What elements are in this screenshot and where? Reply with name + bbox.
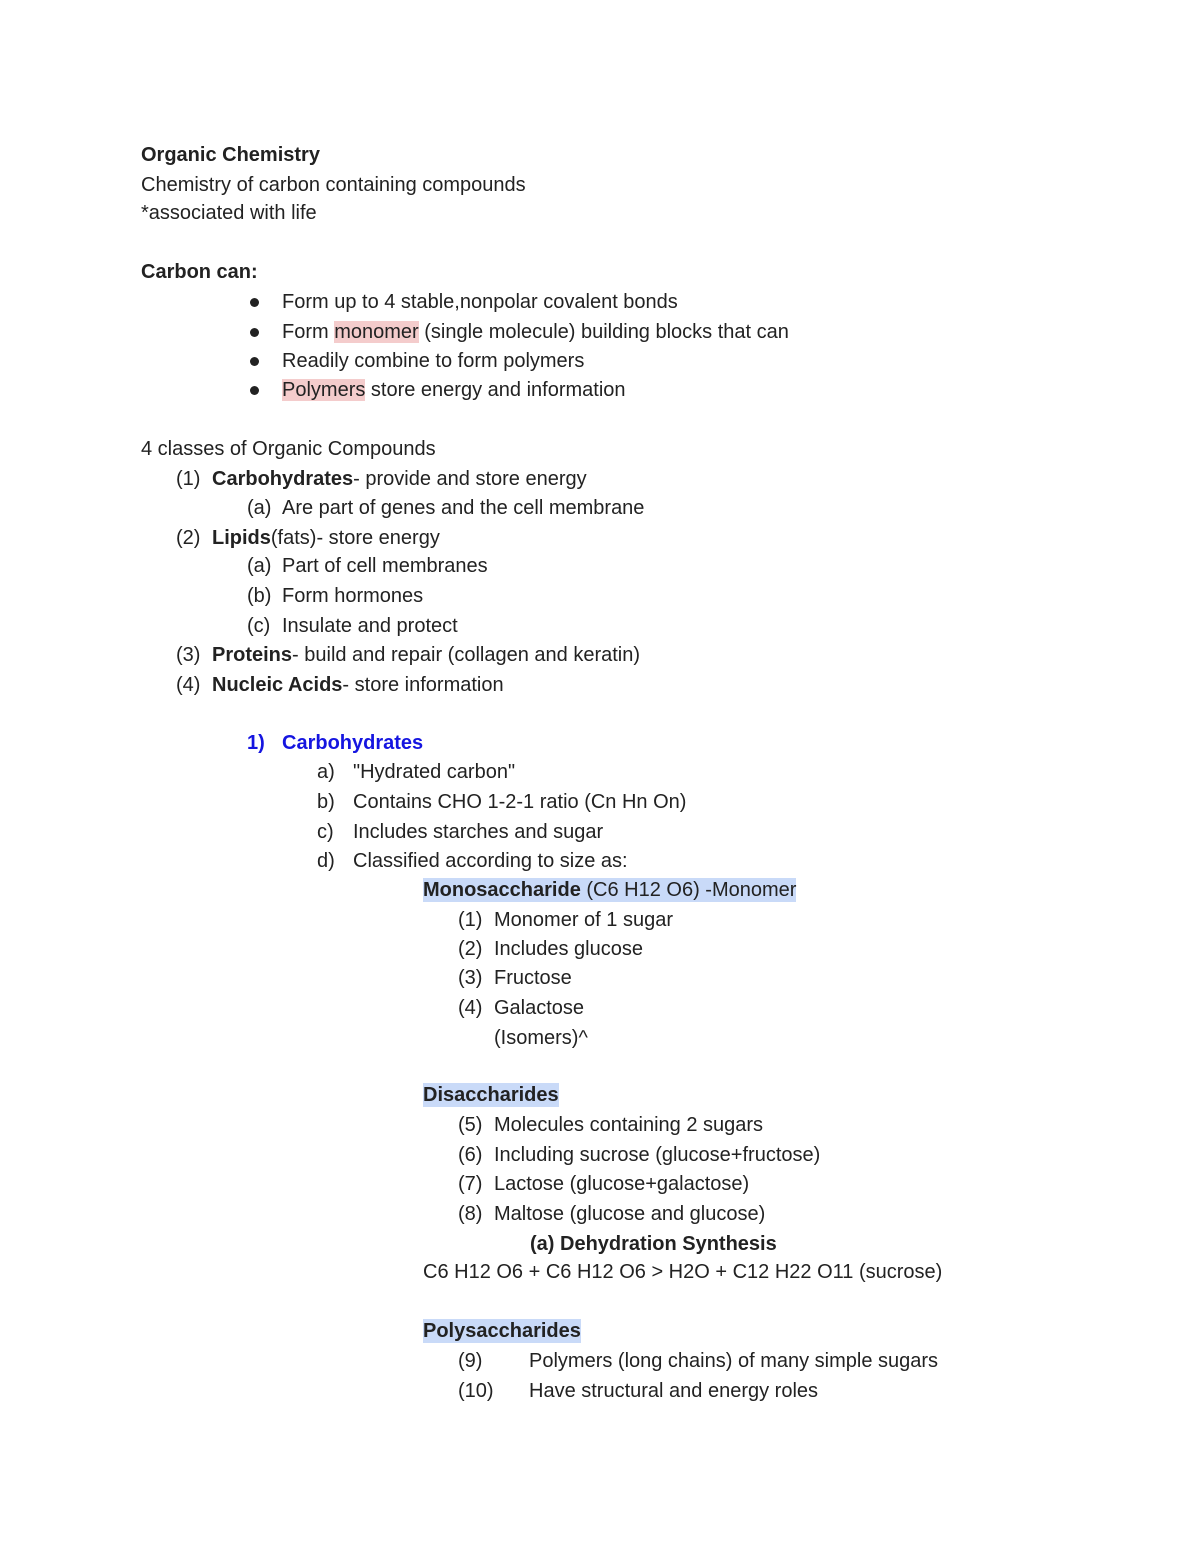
di-item-7-number: (7) bbox=[458, 1173, 483, 1195]
class-3-number: (3) bbox=[176, 644, 201, 666]
class-2a-number: (a) bbox=[247, 555, 272, 577]
mono-item-3-text: Fructose bbox=[494, 967, 572, 989]
dehydration-equation: C6 H12 O6 + C6 H12 O6 > H2O + C12 H22 O11 (sucrose) bbox=[423, 1261, 943, 1283]
carbs-a-number: a) bbox=[317, 761, 335, 783]
poly-item-9-number: (9) bbox=[458, 1350, 483, 1372]
mono-item-1-text: Monomer of 1 sugar bbox=[494, 909, 673, 931]
di-item-5-text: Molecules containing 2 sugars bbox=[494, 1114, 764, 1136]
highlight-polymers: Polymers bbox=[282, 379, 366, 401]
highlight-monomer: monomer bbox=[334, 321, 419, 343]
class-3-text: Proteins- build and repair (collagen and keratin) bbox=[212, 644, 641, 666]
class-4-text: Nucleic Acids- store information bbox=[212, 674, 504, 696]
carbs-a-text: "Hydrated carbon" bbox=[353, 761, 516, 783]
carbon-bullet-2: Form monomer (single molecule) building blocks that can bbox=[282, 321, 789, 343]
bullet-icon bbox=[250, 386, 259, 395]
class-2b-number: (b) bbox=[247, 585, 272, 607]
class-2b-text: Form hormones bbox=[282, 585, 424, 607]
subtitle: Chemistry of carbon containing compounds bbox=[141, 174, 526, 196]
classes-heading: 4 classes of Organic Compounds bbox=[141, 438, 436, 460]
class-2-text: Lipids(fats)- store energy bbox=[212, 527, 440, 549]
carbs-b-number: b) bbox=[317, 791, 335, 813]
di-item-6-text: Including sucrose (glucose+fructose) bbox=[494, 1144, 821, 1166]
di-item-5-number: (5) bbox=[458, 1114, 483, 1136]
class-2c-number: (c) bbox=[247, 615, 271, 637]
carbs-heading: Carbohydrates bbox=[282, 732, 424, 754]
di-item-8-number: (8) bbox=[458, 1203, 483, 1225]
carbs-c-number: c) bbox=[317, 821, 334, 843]
class-1-number: (1) bbox=[176, 468, 201, 490]
mono-item-1-number: (1) bbox=[458, 909, 483, 931]
isomers-note: (Isomers)^ bbox=[494, 1027, 588, 1049]
carbs-d-text: Classified according to size as: bbox=[353, 850, 628, 872]
mono-item-4-text: Galactose bbox=[494, 997, 585, 1019]
class-2c-text: Insulate and protect bbox=[282, 615, 458, 637]
mono-item-2-number: (2) bbox=[458, 938, 483, 960]
mono-item-3-number: (3) bbox=[458, 967, 483, 989]
class-1-text: Carbohydrates- provide and store energy bbox=[212, 468, 587, 490]
class-1a-number: (a) bbox=[247, 497, 272, 519]
di-item-7-text: Lactose (glucose+galactose) bbox=[494, 1173, 750, 1195]
bullet-icon bbox=[250, 328, 259, 337]
bullet-icon bbox=[250, 298, 259, 307]
bullet-icon bbox=[250, 357, 259, 366]
poly-item-10-text: Have structural and energy roles bbox=[529, 1380, 819, 1402]
carbon-bullet-1: Form up to 4 stable,nonpolar covalent bonds bbox=[282, 291, 678, 313]
mono-item-2-text: Includes glucose bbox=[494, 938, 643, 960]
page-title: Organic Chemistry bbox=[141, 144, 320, 166]
di-item-8-text: Maltose (glucose and glucose) bbox=[494, 1203, 766, 1225]
note: *associated with life bbox=[141, 202, 317, 224]
carbon-bullet-3: Readily combine to form polymers bbox=[282, 350, 585, 372]
di-item-6-number: (6) bbox=[458, 1144, 483, 1166]
class-4-number: (4) bbox=[176, 674, 201, 696]
carbs-d-number: d) bbox=[317, 850, 335, 872]
class-1a-text: Are part of genes and the cell membrane bbox=[282, 497, 645, 519]
monosaccharide-heading: Monosaccharide (C6 H12 O6) -Monomer bbox=[423, 879, 797, 901]
carbs-number: 1) bbox=[247, 732, 265, 754]
carbs-c-text: Includes starches and sugar bbox=[353, 821, 604, 843]
carbs-b-text: Contains CHO 1-2-1 ratio (Cn Hn On) bbox=[353, 791, 687, 813]
class-2-number: (2) bbox=[176, 527, 201, 549]
carbon-can-heading: Carbon can: bbox=[141, 261, 258, 283]
class-2a-text: Part of cell membranes bbox=[282, 555, 488, 577]
poly-item-9-text: Polymers (long chains) of many simple sugars bbox=[529, 1350, 939, 1372]
dehydration-synthesis-heading: (a) Dehydration Synthesis bbox=[530, 1233, 777, 1255]
disaccharides-heading: Disaccharides bbox=[423, 1084, 559, 1106]
polysaccharides-heading: Polysaccharides bbox=[423, 1320, 581, 1342]
carbon-bullet-4: Polymers store energy and information bbox=[282, 379, 626, 401]
mono-item-4-number: (4) bbox=[458, 997, 483, 1019]
poly-item-10-number: (10) bbox=[458, 1380, 494, 1402]
